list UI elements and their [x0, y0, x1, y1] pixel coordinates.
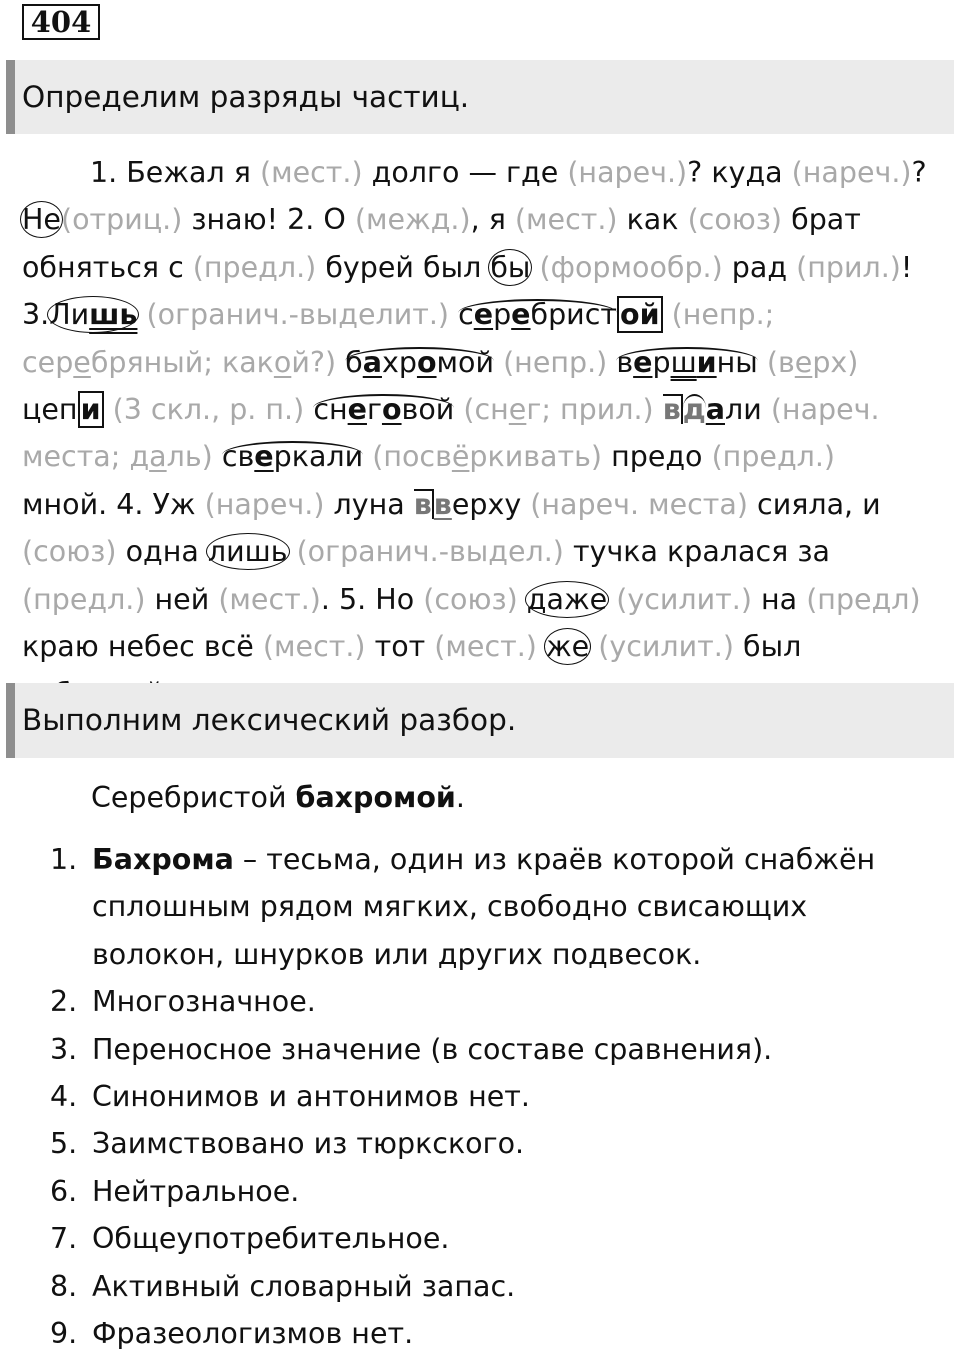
word-vdali: вдали: [662, 393, 762, 427]
section-title: Выполним лексический разбор.: [22, 703, 517, 737]
particle-by: бы: [490, 250, 531, 284]
particle-ne: Не: [22, 203, 61, 237]
lexical-phrase: Серебристой бахромой.: [91, 781, 465, 814]
word-snegovoy: снеговой: [313, 393, 455, 427]
particle-lish-2: лишь: [207, 535, 288, 569]
particle-lish: Лишь: [49, 298, 138, 332]
list-item: 4. Синонимов и антонимов нет.: [50, 1080, 530, 1114]
list-item: 2. Многозначное.: [50, 985, 316, 1019]
list-item: 8. Активный словарный запас.: [50, 1269, 516, 1303]
section-title: Определим разряды частиц.: [22, 80, 470, 114]
section-header-lexical: [6, 683, 954, 758]
list-item: 6. Нейтральное.: [50, 1174, 300, 1208]
list-item: 3. Переносное значение (в составе сравнения).: [50, 1032, 773, 1066]
word-serebristoy: серебрист ой: [458, 298, 662, 331]
word-sverkali: сверкали: [221, 440, 364, 474]
analyzed-text: 1. Бежал я (мест.) долго — где (нареч.)? куда (нареч.)? Не(отриц.) знаю! 2. О (межд.), я (мест.) как (союз) брат обняться с (предл.) бурей был бы (формообр.) рад (прил.)! 3.Лишь (огранич.-выделит.) серебрист ой (непр.; серебряный; какой?) бахромой (непр.) вершины (верх) цеп и (3 скл., р. п.) снеговой (снег; прил.) вдали (нареч. места; даль) сверкали (посвёркивать) предо (предл.) мной. 4. Уж (нареч.) луна вверху (нареч. места) сияла, и (союз) одна лишь (огранич.-выдел.) тучка кралася за (предл.) ней (мест.). 5. Но (союз) даже (усилит.) на (предл) краю небес всё (мест.) тот (мест.) же (усилит.) был: [22, 156, 927, 664]
lexical-list: [50, 836, 890, 1357]
word-vverhu: вверху: [413, 487, 522, 521]
word-tsepi: цеп и: [22, 391, 104, 428]
word-bahromoy: бахромой: [345, 345, 494, 379]
exercise-number: 404: [22, 4, 100, 40]
list-item: 1. Бахрома – тесьма, один из краёв которой снабжён сплошным рядом мягких, свободно свисающих волокон, шнурков или других подвесок.: [50, 843, 876, 971]
list-item: 9. Фразеологизмов нет.: [50, 1317, 414, 1351]
section-header-particles: [6, 60, 954, 134]
word-vershiny: вершины: [616, 345, 758, 379]
particle-zhe: же: [545, 630, 590, 664]
particle-dazhe: даже: [526, 582, 608, 616]
list-item: 5. Заимствовано из тюркского.: [50, 1127, 525, 1161]
list-item: 7. Общеупотребительное.: [50, 1222, 450, 1256]
